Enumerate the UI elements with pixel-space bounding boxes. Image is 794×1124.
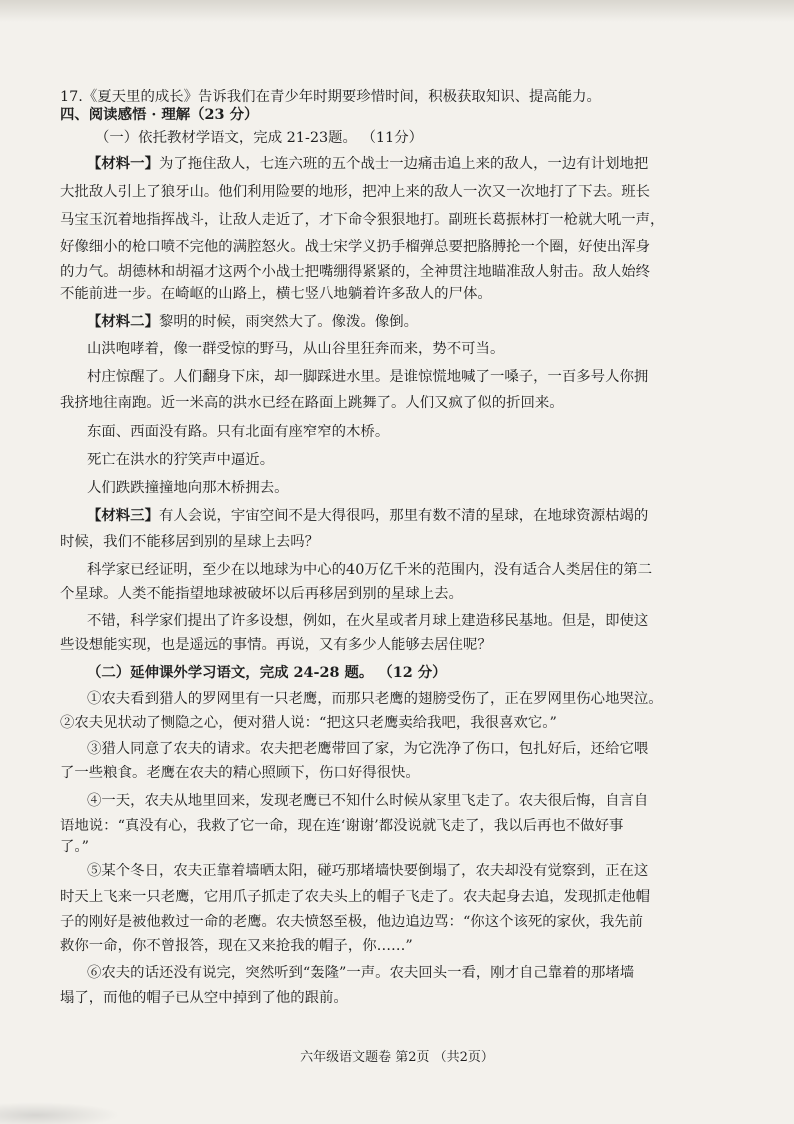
material2-line: 死亡在洪水的狞笑声中逼近。 bbox=[87, 452, 275, 468]
material3-label: 【材料三】 bbox=[87, 507, 159, 524]
story-line: 了一些粮食。老鹰在农夫的精心照顾下，伤口好得很快。 bbox=[60, 765, 420, 781]
material1-line: 马宝玉沉着地指挥战斗，让敌人走近了，才下命令狠狠地打。副班长葛振林打一枪就大吼一声， bbox=[60, 212, 665, 228]
story-line: 子的刚好是被他救过一命的老鹰。农夫愤怒至极，他边追边骂：“你这个该死的家伙，我先前 bbox=[60, 914, 643, 930]
story-line: 时天上飞来一只老鹰，它用爪子抓走了农夫头上的帽子飞走了。农夫起身去追，发现抓走他帽 bbox=[60, 889, 651, 905]
material1-label: 【材料一】 bbox=[87, 155, 159, 172]
material1-line: 不能前进一步。在崎岖的山路上，横七竖八地躺着许多敌人的尸体。 bbox=[60, 286, 492, 302]
scan-shadow bbox=[0, 0, 794, 22]
material3-line: 时候，我们不能移居到别的星球上去吗？ bbox=[60, 534, 320, 550]
material2-line: 山洪咆哮着，像一群受惊的野马，从山谷里狂奔而来，势不可当。 bbox=[87, 341, 505, 357]
material2-line: 人们跌跌撞撞地向那木桥拥去。 bbox=[87, 480, 289, 496]
story-line: 救你一命，你不曾报答，现在又来抢我的帽子，你……” bbox=[60, 938, 413, 954]
material2-line: 我挤地往南跑。近一米高的洪水已经在路面上跳舞了。人们又疯了似的折回来。 bbox=[60, 395, 564, 411]
scan-smudge bbox=[0, 1102, 120, 1124]
question-17: 17.《夏天里的成长》告诉我们在青少年时期要珍惜时间，积极获取知识、提高能力。 bbox=[60, 89, 601, 105]
material3-line: 科学家已经证明，至少在以地球为中心的40万亿千米的范围内，没有适合人类居住的第二 bbox=[87, 562, 653, 578]
material3-first-line: 【材料三】有人会说，宇宙空间不是大得很吗，那里有数不清的星球，在地球资源枯竭的 bbox=[87, 507, 649, 524]
story-line: ②农夫见状动了恻隐之心，便对猎人说：“把这只老鹰卖给我吧，我很喜欢它。” bbox=[60, 715, 557, 731]
story-line: 了。” bbox=[60, 839, 89, 855]
story-line: ④一天，农夫从地里回来，发现老鹰已不知什么时候从家里飞走了。农夫很后悔，自言自 bbox=[87, 793, 649, 809]
material3-line: 个星球。人类不能指望地球被破坏以后再移居到别的星球上去。 bbox=[60, 586, 463, 602]
story-line: ①农夫看到猎人的罗网里有一只老鹰，而那只老鹰的翅膀受伤了，正在罗网里伤心地哭泣。 bbox=[87, 691, 663, 707]
material1-line: 大批敌人引上了狼牙山。他们利用险要的地形，把冲上来的敌人一次又一次地打了下去。班长 bbox=[60, 184, 651, 200]
material1-line: 好像细小的枪口喷不完他的满腔怒火。战士宋学义扔手榴弹总要把胳膊抡一个圈，好使出浑身 bbox=[60, 239, 651, 255]
story-line: 语地说：“真没有心，我救了它一命，现在连‘谢谢’都没说就飞走了，我以后再也不做好事 bbox=[60, 818, 624, 834]
story-line: ⑤某个冬日，农夫正靠着墙晒太阳，碰巧那堵墙快要倒塌了，农夫却没有觉察到，正在这 bbox=[87, 863, 649, 879]
story-line: 塌了，而他的帽子已从空中掉到了他的跟前。 bbox=[60, 990, 348, 1006]
story-line: ③猎人同意了农夫的请求。农夫把老鹰带回了家，为它洗净了伤口，包扎好后，还给它喂 bbox=[87, 741, 649, 757]
part1-heading: （一）依托教材学语文，完成 21-23题。 （11分） bbox=[95, 130, 423, 146]
material1-line: 的力气。胡德林和胡福才这两个小战士把嘴绷得紧紧的，全神贯注地瞄准敌人射击。敌人始终 bbox=[60, 264, 651, 280]
material3-line: 些设想能实现，也是遥远的事情。再说，又有多少人能够去居住呢？ bbox=[60, 637, 492, 653]
section-title: 四、阅读感悟 · 理解（23 分） bbox=[60, 106, 259, 123]
story-line: ⑥农夫的话还没有说完，突然听到“轰隆”一声。农夫回头一看，刚才自己靠着的那堵墙 bbox=[87, 965, 635, 981]
material1-first-line: 【材料一】为了拖住敌人，七连六班的五个战士一边痛击追上来的敌人，一边有计划地把 bbox=[87, 155, 649, 172]
page-footer: 六年级语文题卷 第2页 （共2页） bbox=[300, 1050, 494, 1065]
material2-line: 村庄惊醒了。人们翻身下床，却一脚踩进水里。是谁惊慌地喊了一嗓子，一百多号人你拥 bbox=[87, 369, 649, 385]
part2-heading: （二）延伸课外学习语文，完成 24-28 题。 （12 分） bbox=[87, 664, 447, 681]
material2-label: 【材料二】 bbox=[87, 313, 159, 330]
material3-line: 不错，科学家们提出了许多设想，例如，在火星或者月球上建造移民基地。但是，即使这 bbox=[87, 613, 649, 629]
material2-line: 东面、西面没有路。只有北面有座窄窄的木桥。 bbox=[87, 424, 390, 440]
material2-first-line: 【材料二】黎明的时候，雨突然大了。像泼。像倒。 bbox=[87, 313, 419, 330]
